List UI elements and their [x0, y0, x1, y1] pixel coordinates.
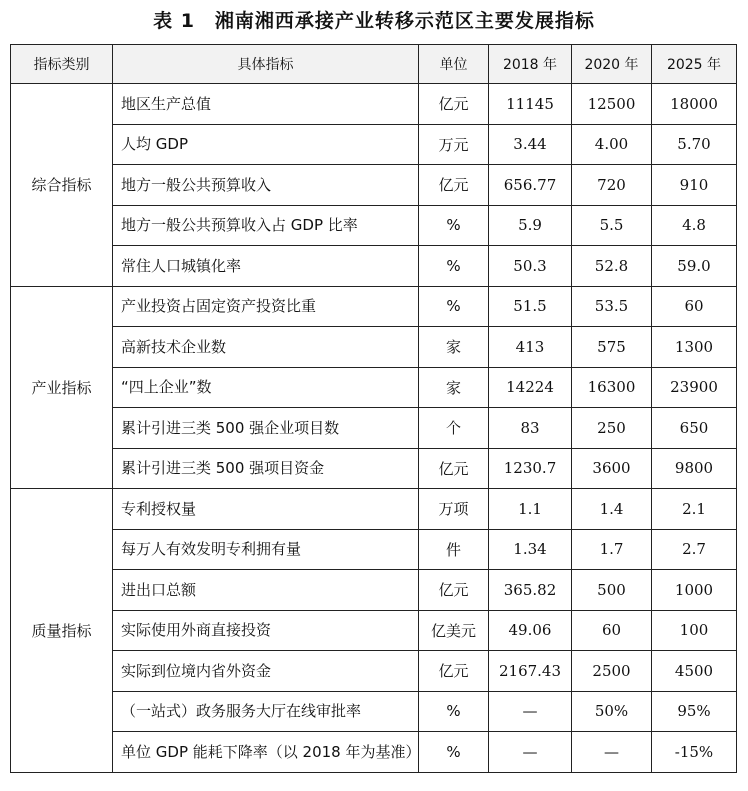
value-2018-cell: —: [489, 732, 572, 773]
value-2020-cell: 53.5: [572, 286, 652, 327]
indicator-cell: “四上企业”数: [113, 367, 419, 408]
value-2020-cell: 3600: [572, 448, 652, 489]
value-2018-cell: 3.44: [489, 124, 572, 165]
value-2025-cell: 4.8: [652, 205, 737, 246]
header-2018: 2018 年: [489, 45, 572, 84]
category-cell: 产业指标: [11, 286, 113, 489]
table-title: 表 1 湘南湘西承接产业转移示范区主要发展指标: [153, 10, 595, 32]
value-2018-cell: 49.06: [489, 610, 572, 651]
indicator-cell: 进出口总额: [113, 570, 419, 611]
indicator-cell: 累计引进三类 500 强项目资金: [113, 448, 419, 489]
value-2020-cell: 500: [572, 570, 652, 611]
table-row: [11, 205, 737, 246]
indicator-cell: 累计引进三类 500 强企业项目数: [113, 408, 419, 449]
indicator-cell: 地区生产总值: [113, 84, 419, 125]
unit-cell: %: [419, 691, 489, 732]
value-2020-cell: 575: [572, 327, 652, 368]
unit-cell: 个: [419, 408, 489, 449]
table-row: [11, 165, 737, 206]
table-row: [11, 651, 737, 692]
value-2025-cell: 5.70: [652, 124, 737, 165]
unit-cell: %: [419, 205, 489, 246]
unit-cell: 家: [419, 367, 489, 408]
indicator-cell: 常住人口城镇化率: [113, 246, 419, 287]
table-row: [11, 124, 737, 165]
value-2025-cell: 9800: [652, 448, 737, 489]
value-2025-cell: 910: [652, 165, 737, 206]
unit-cell: 亿元: [419, 651, 489, 692]
indicator-cell: 实际到位境内省外资金: [113, 651, 419, 692]
unit-cell: %: [419, 286, 489, 327]
indicator-cell: 实际使用外商直接投资: [113, 610, 419, 651]
indicator-cell: （一站式）政务服务大厅在线审批率: [113, 691, 419, 732]
value-2018-cell: 1.1: [489, 489, 572, 530]
header-2020: 2020 年: [572, 45, 652, 84]
value-2018-cell: 14224: [489, 367, 572, 408]
table-row: [11, 246, 737, 287]
value-2025-cell: 4500: [652, 651, 737, 692]
value-2018-cell: 2167.43: [489, 651, 572, 692]
table-row: [11, 84, 737, 125]
value-2025-cell: 2.7: [652, 529, 737, 570]
table-row: [11, 732, 737, 773]
value-2025-cell: 650: [652, 408, 737, 449]
value-2020-cell: 50%: [572, 691, 652, 732]
value-2020-cell: 2500: [572, 651, 652, 692]
unit-cell: 亿元: [419, 570, 489, 611]
indicator-cell: 专利授权量: [113, 489, 419, 530]
value-2018-cell: 5.9: [489, 205, 572, 246]
indicator-cell: 地方一般公共预算收入占 GDP 比率: [113, 205, 419, 246]
value-2020-cell: —: [572, 732, 652, 773]
value-2020-cell: 1.4: [572, 489, 652, 530]
header-row: [11, 45, 737, 84]
table-body: [11, 84, 737, 773]
value-2020-cell: 1.7: [572, 529, 652, 570]
value-2018-cell: 51.5: [489, 286, 572, 327]
unit-cell: 万元: [419, 124, 489, 165]
indicator-cell: 地方一般公共预算收入: [113, 165, 419, 206]
table-row: [11, 367, 737, 408]
header-unit: 单位: [419, 45, 489, 84]
unit-cell: 亿元: [419, 448, 489, 489]
value-2018-cell: 656.77: [489, 165, 572, 206]
value-2025-cell: 59.0: [652, 246, 737, 287]
value-2018-cell: 11145: [489, 84, 572, 125]
unit-cell: 亿美元: [419, 610, 489, 651]
indicator-cell: 产业投资占固定资产投资比重: [113, 286, 419, 327]
category-cell: 综合指标: [11, 84, 113, 287]
unit-cell: 万项: [419, 489, 489, 530]
table-row: [11, 610, 737, 651]
value-2025-cell: 95%: [652, 691, 737, 732]
table-row: [11, 691, 737, 732]
value-2020-cell: 60: [572, 610, 652, 651]
table-row: [11, 286, 737, 327]
unit-cell: 亿元: [419, 165, 489, 206]
value-2025-cell: 1000: [652, 570, 737, 611]
indicator-cell: 人均 GDP: [113, 124, 419, 165]
table-row: [11, 448, 737, 489]
value-2020-cell: 720: [572, 165, 652, 206]
indicator-cell: 每万人有效发明专利拥有量: [113, 529, 419, 570]
value-2025-cell: 18000: [652, 84, 737, 125]
unit-cell: 件: [419, 529, 489, 570]
table-row: [11, 408, 737, 449]
value-2018-cell: 1.34: [489, 529, 572, 570]
header-indicator: 具体指标: [113, 45, 419, 84]
value-2020-cell: 16300: [572, 367, 652, 408]
value-2025-cell: 23900: [652, 367, 737, 408]
header-category: 指标类别: [11, 45, 113, 84]
table-row: [11, 529, 737, 570]
value-2018-cell: 413: [489, 327, 572, 368]
unit-cell: %: [419, 732, 489, 773]
value-2025-cell: 60: [652, 286, 737, 327]
table-row: [11, 570, 737, 611]
value-2018-cell: 83: [489, 408, 572, 449]
value-2025-cell: 1300: [652, 327, 737, 368]
indicator-cell: 高新技术企业数: [113, 327, 419, 368]
header-2025: 2025 年: [652, 45, 737, 84]
table-row: [11, 489, 737, 530]
value-2018-cell: —: [489, 691, 572, 732]
value-2020-cell: 5.5: [572, 205, 652, 246]
indicators-table: [10, 44, 737, 773]
unit-cell: 亿元: [419, 84, 489, 125]
value-2025-cell: -15%: [652, 732, 737, 773]
value-2025-cell: 100: [652, 610, 737, 651]
value-2025-cell: 2.1: [652, 489, 737, 530]
value-2018-cell: 365.82: [489, 570, 572, 611]
category-cell: 质量指标: [11, 489, 113, 773]
value-2020-cell: 12500: [572, 84, 652, 125]
value-2020-cell: 250: [572, 408, 652, 449]
table-row: [11, 327, 737, 368]
unit-cell: 家: [419, 327, 489, 368]
unit-cell: %: [419, 246, 489, 287]
value-2018-cell: 1230.7: [489, 448, 572, 489]
value-2020-cell: 52.8: [572, 246, 652, 287]
indicator-cell: 单位 GDP 能耗下降率（以 2018 年为基准）: [113, 732, 419, 773]
value-2018-cell: 50.3: [489, 246, 572, 287]
value-2020-cell: 4.00: [572, 124, 652, 165]
